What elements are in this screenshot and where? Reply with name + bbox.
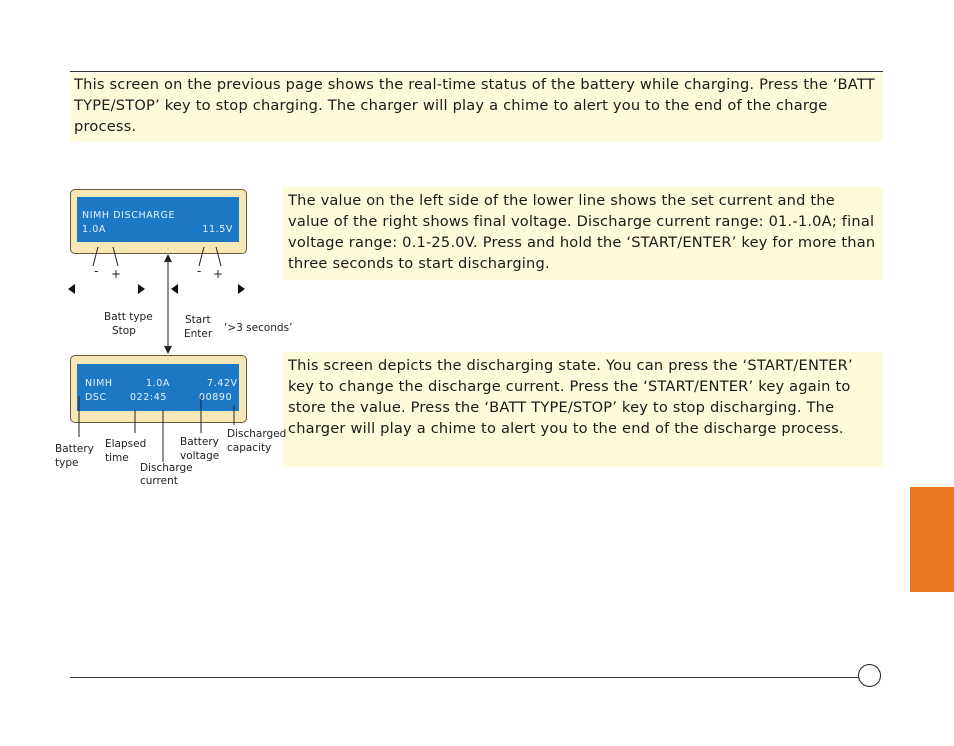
left-arrow-key-2[interactable] bbox=[171, 284, 178, 294]
lcd-state-voltage: 7.42V bbox=[207, 378, 238, 389]
right-arrow-key-1[interactable] bbox=[138, 284, 145, 294]
page-number-circle bbox=[858, 664, 881, 687]
plus-sign-right: + bbox=[213, 267, 224, 281]
stop-key-label: Stop bbox=[112, 325, 136, 337]
minus-sign-left: - bbox=[94, 264, 99, 278]
batt-type-key-label: Batt type bbox=[104, 311, 153, 323]
lcd-setup-voltage: 11.5V bbox=[202, 224, 233, 235]
lcd-state-current: 1.0A bbox=[146, 378, 171, 389]
left-arrow-key-1[interactable] bbox=[68, 284, 75, 294]
minus-sign-right: - bbox=[197, 264, 202, 278]
bottom-rule bbox=[70, 677, 858, 678]
callout-type-label: type bbox=[55, 457, 79, 469]
section-side-tab bbox=[910, 487, 954, 592]
callout-voltage-label: voltage bbox=[180, 450, 220, 462]
lcd-state-capacity: 00890 bbox=[199, 392, 233, 403]
plus-pointer-right bbox=[216, 247, 221, 266]
callout-battery-voltage-label: Battery bbox=[180, 436, 219, 448]
callout-discharge-label: Discharge bbox=[140, 462, 193, 474]
lcd-state-mode: DSC bbox=[85, 392, 107, 403]
callout-time-label: time bbox=[105, 452, 129, 464]
callout-elapsed-label: Elapsed bbox=[105, 438, 147, 450]
callout-battery-label: Battery bbox=[55, 443, 94, 455]
intro-note: This screen on the previous page shows the real-time status of the battery while charging. Press the ‘BATT TYPE/STOP’ key to stop charging. The charger will play a chime to alert you to the end of the charge process. bbox=[70, 73, 883, 142]
start-key-label: Start bbox=[185, 314, 211, 326]
right-arrow-key-2[interactable] bbox=[238, 284, 245, 294]
hold-duration-label: ‘>3 seconds’ bbox=[224, 322, 293, 334]
callout-current-label: current bbox=[140, 475, 178, 487]
lcd-state-time: 022:45 bbox=[130, 392, 168, 403]
lcd-state-type: NIMH bbox=[85, 378, 113, 389]
discharge-state-note: This screen depicts the discharging state. You can press the ‘START/ENTER’ key to change the discharge current. Press the ‘START/ENTER’ key again to store the value. Press the ‘BATT TYPE/STOP’ key to stop discharging. The charger will play a chime to alert you to the end of the discharge process. bbox=[283, 352, 883, 467]
discharge-setup-note: The value on the left side of the lower line shows the set current and the value of the right shows final voltage. Discharge current range: 01.-1.0A; final voltage range: 0.1-25.0V. Press and hold the ‘START/ENTER’ key for more than three seconds to start discharging. bbox=[283, 187, 883, 280]
lcd-setup-current: 1.0A bbox=[82, 224, 107, 235]
callout-capacity-label: capacity bbox=[227, 442, 272, 454]
enter-key-label: Enter bbox=[184, 328, 213, 340]
callout-discharged-label: Discharged bbox=[227, 428, 287, 440]
plus-sign-left: + bbox=[111, 267, 122, 281]
plus-pointer-left bbox=[113, 247, 118, 266]
lcd-setup-title: NIMH DISCHARGE bbox=[82, 210, 176, 221]
